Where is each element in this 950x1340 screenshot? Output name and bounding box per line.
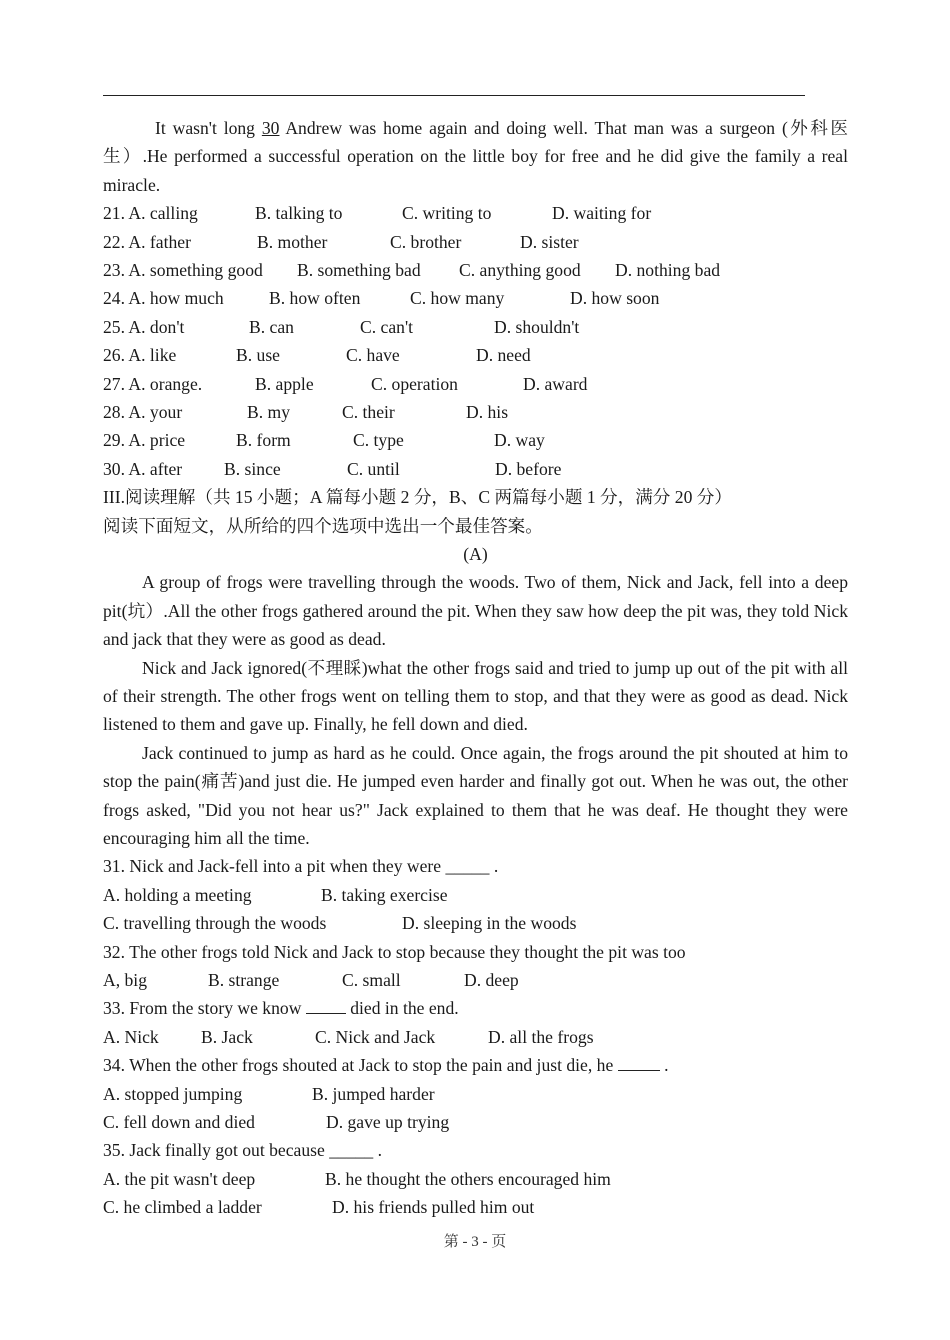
option-d: D. sister (520, 231, 579, 252)
option-d: D. all the frogs (488, 1026, 594, 1047)
blank-number: 30 (261, 118, 280, 138)
answer-blank: _____ (329, 1140, 374, 1161)
option-b: B. since (224, 458, 281, 479)
option-b: B. can (249, 316, 294, 337)
question-row (103, 256, 848, 284)
stem-text: 31. Nick and Jack-fell into a pit when they were (103, 856, 446, 877)
stem-text: 35. Jack finally got out because (103, 1140, 330, 1161)
option-a: 29. A. price (103, 430, 186, 451)
stem-text: 33. From the story we know (103, 998, 306, 1019)
passage-paragraph: A group of frogs were travelling through the woods. Two of them, Nick and Jack, fell into a deep pit(坑）.All the other frogs gathered around the pit. When they saw how deep the pit was, they told Nick and jack that they were as good as dead. (103, 572, 848, 650)
option-b: B. strange (208, 970, 280, 990)
option-c: C. travelling through the woods (103, 913, 327, 934)
option-c: C. small (342, 970, 401, 990)
passage-text: Andrew was home again and doing well. That man was a surgeon (外科医生）.He performed a successful operation on the little boy for free and he did give the family a real miracle. (103, 118, 848, 195)
option-a: 30. A. after (103, 458, 183, 479)
option-d: D. nothing bad (615, 260, 721, 280)
option-d: D. way (494, 430, 545, 451)
option-a: 27. A. orange. (103, 373, 203, 394)
stem-text: died in the end. (345, 998, 459, 1019)
answer-blank: _____ (445, 856, 490, 877)
option-c: C. until (347, 458, 400, 479)
options-row (103, 1108, 848, 1136)
question-stem (103, 852, 848, 880)
option-a: 21. A. calling (103, 203, 198, 224)
option-d: D. how soon (570, 288, 660, 309)
option-d: D. shouldn't (494, 316, 580, 337)
option-c: C. have (346, 345, 400, 366)
option-d: D. sleeping in the woods (402, 913, 577, 934)
option-b: B. form (236, 430, 291, 451)
option-b: B. apple (255, 373, 314, 394)
option-a: 28. A. your (103, 401, 183, 422)
stem-text: . (489, 856, 499, 877)
option-d: D. his friends pulled him out (332, 1197, 535, 1218)
question-row (103, 284, 848, 312)
option-a: A. stopped jumping (103, 1083, 243, 1104)
section-instruction: 阅读下面短文，从所给的四个选项中选出一个最佳答案。 (103, 515, 543, 536)
option-a: 22. A. father (103, 231, 191, 252)
option-b: B. my (247, 401, 291, 422)
option-d: D. waiting for (552, 203, 652, 224)
option-d: D. award (523, 373, 588, 394)
options-row (103, 966, 848, 994)
option-b: B. use (236, 345, 280, 366)
options-row (103, 881, 848, 909)
question-row (103, 228, 848, 256)
question-row (103, 455, 848, 483)
option-c: C. can't (360, 316, 414, 337)
option-c: C. writing to (402, 203, 492, 224)
cloze-options (103, 199, 848, 483)
options-row (103, 1193, 848, 1221)
question-stem (103, 1051, 848, 1079)
stem-text: . (659, 1055, 669, 1076)
option-a: 24. A. how much (103, 288, 224, 309)
option-d: D. need (476, 345, 531, 366)
option-b: B. talking to (255, 203, 343, 224)
answer-blank (618, 1055, 660, 1071)
options-row (103, 1023, 848, 1051)
stem-text: . (373, 1140, 382, 1161)
question-stem: 32. The other frogs told Nick and Jack to stop because they thought the pit was too (103, 941, 686, 962)
option-b: B. taking exercise (321, 884, 448, 905)
page-content (103, 114, 848, 1222)
option-c: C. he climbed a ladder (103, 1197, 262, 1218)
passage-paragraph: Jack continued to jump as hard as he could. Once again, the frogs around the pit shouted at him to stop the pain(痛苦)and just die. He jumped even harder and finally got out. When he was out, the other frogs asked, "Did you not hear us?" Jack explained to them that he was deaf. He thought they were encouraging him all the time. (103, 742, 848, 848)
option-c: C. how many (410, 288, 505, 309)
stem-text: 34. When the other frogs shouted at Jack to stop the pain and just die, he (103, 1055, 618, 1076)
option-d: D. his (466, 401, 509, 422)
question-row (103, 370, 848, 398)
passage-paragraph: Nick and Jack ignored(不理睬)what the other frogs said and tried to jump up out of the pit with all of their strength. The other frogs went on telling them to stop, and that they were as good as dead. Nick listened to them and gave up. Finally, he fell down and died. (103, 657, 848, 735)
option-c: C. type (353, 430, 404, 451)
question-stem (103, 1136, 848, 1164)
page-number: 第 - 3 - 页 (443, 1234, 507, 1250)
option-c: C. anything good (459, 260, 581, 280)
option-a: A. the pit wasn't deep (103, 1168, 256, 1189)
option-a: 23. A. something good (103, 260, 263, 280)
passage-label: (A) (463, 543, 488, 564)
options-row (103, 1165, 848, 1193)
option-a: 26. A. like (103, 345, 177, 366)
question-row (103, 313, 848, 341)
question-row (103, 341, 848, 369)
option-b: B. how often (269, 288, 361, 309)
option-b: B. Jack (201, 1026, 253, 1047)
question-row (103, 398, 848, 426)
option-a: A. Nick (103, 1026, 159, 1047)
option-a: 25. A. don't (103, 316, 185, 337)
option-a: A. holding a meeting (103, 884, 252, 905)
option-d: D. gave up trying (326, 1111, 450, 1132)
option-b: B. jumped harder (312, 1083, 435, 1104)
options-row (103, 1080, 848, 1108)
option-b: B. something bad (297, 260, 421, 280)
option-d: D. before (495, 458, 562, 479)
option-c: C. Nick and Jack (315, 1026, 436, 1047)
question-row (103, 426, 848, 454)
option-d: D. deep (464, 970, 519, 990)
option-c: C. operation (371, 373, 458, 394)
option-a: A, big (103, 970, 147, 990)
question-row (103, 199, 848, 227)
question-stem (103, 994, 848, 1022)
option-c: C. fell down and died (103, 1111, 255, 1132)
section-heading: III.阅读理解（共 15 小题；A 篇每小题 2 分，B、C 两篇每小题 1 分，满分 20 分） (103, 487, 732, 508)
passage-text: It wasn't long (155, 118, 262, 138)
option-c: C. brother (390, 231, 462, 252)
passage-conclusion (103, 114, 848, 199)
option-b: B. he thought the others encouraged him (325, 1168, 611, 1189)
answer-blank (306, 998, 346, 1014)
options-row (103, 909, 848, 937)
option-b: B. mother (257, 231, 328, 252)
option-c: C. their (342, 401, 395, 422)
header-rule (103, 95, 805, 96)
